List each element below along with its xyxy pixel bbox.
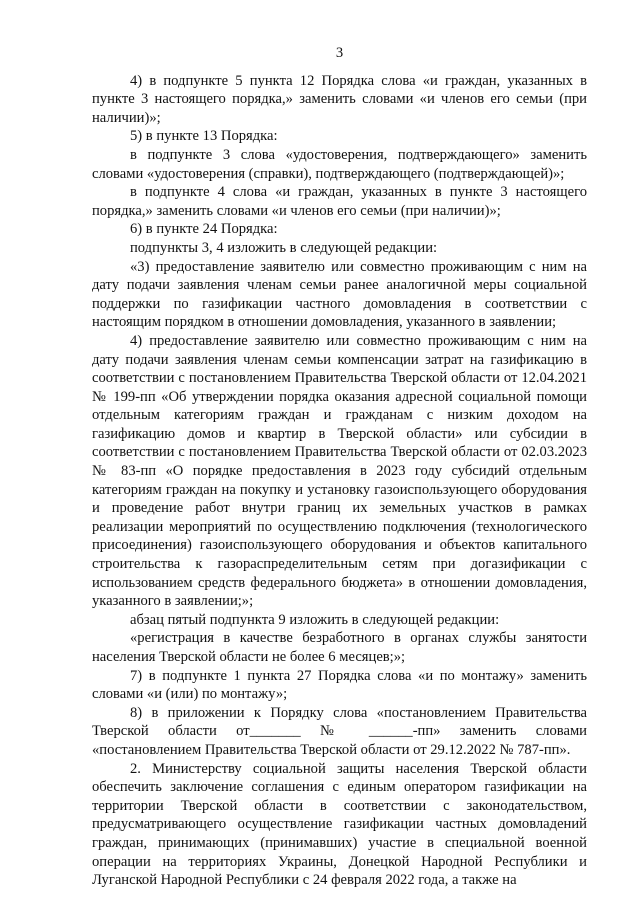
paragraph-item-7: 7) в подпункте 1 пункта 27 Порядка слова «и по монтажу» заменить словами «и (или) по монтажу»;: [92, 667, 587, 703]
document-page: [92, 44, 587, 890]
paragraph-quoted-registration: «регистрация в качестве безработного в органах службы занятости населения Тверской области не более 6 месяцев;»;: [92, 630, 587, 665]
paragraph-fifth-abzac-intro: абзац пятый подпункта 9 изложить в следующей редакции:: [130, 611, 500, 628]
paragraph-subitems-intro: подпункты 3, 4 изложить в следующей редакции:: [130, 239, 438, 256]
page-number: 3: [335, 45, 344, 61]
paragraph-section-2: 2. Министерству социальной защиты населения Тверской области обеспечить заключение соглашения с единым оператором газификации на территории Тверской области в соответствии с законодательством, предусматривающего осуществление газификации частных домовладений граждан, принимающих (принимавших) участие в специальной военной операции на территориях Украины, Донецкой Народной Республики и Луганской Народной Республики с 24 февраля 2022 года, а также на: [92, 760, 587, 889]
paragraph-item-5: 5) в пункте 13 Порядка:: [130, 128, 278, 145]
paragraph-item-4: 4) в подпункте 5 пункта 12 Порядка слова «и граждан, указанных в пункте 3 настоящего порядка,» заменить словами «и членов его семьи (при наличии)»;: [92, 72, 587, 126]
paragraph-quoted-subitem-3: «3) предоставление заявителю или совместно проживающим с ним на дату подачи заявления членам семьи ранее аналогичной меры социальной поддержки по газификации частного домовладения в соответствии с настоящим порядком в отношении домовладения, указанного в заявлении;: [92, 258, 587, 331]
paragraph-item-6: 6) в пункте 24 Порядка:: [130, 221, 278, 238]
paragraph-item-8: 8) в приложении к Порядку слова «постановлением Правительства Тверской области от_______ № ______-пп» заменить словами «постановлением Правительства Тверской области от 29.12.2022 № 787-пп».: [92, 704, 587, 758]
paragraph-subitem-4: в подпункте 4 слова «и граждан, указанных в пункте 3 настоящего порядка,» заменить словами «и членов его семьи (при наличии)»;: [92, 184, 587, 219]
paragraph-quoted-subitem-4: 4) предоставление заявителю или совместно проживающим с ним на дату подачи заявления членам семьи компенсации затрат на газификацию в соответствии с постановлением Правительства Тверской области от 12.04.2021 № 199-пп «Об утверждении порядка оказания адресной социальной помощи отдельным категориям граждан и гражданам с низким доходом на газификацию домов и квартир в Тверской области» или субсидии в соответствии с постановлением Правительства Тверской области от 02.03.2023 № 83-пп «О порядке предоставления в 2023 году субсидий отдельным категориям граждан на покупку и установку газоиспользующего оборудования и проведение работ внутри границ их земельных участков в рамках реализации мероприятий по осуществлению подключения (технологического присоединения) газоиспользующего оборудования и объектов капитального строительства к газораспределительным сетям при догазификации с использованием средств федерального бюджета» в отношении домовладения, указанного в заявлении;»;: [92, 332, 587, 610]
paragraph-subitem-3: в подпункте 3 слова «удостоверения, подтверждающего» заменить словами «удостоверения (справки), подтверждающего (подтверждающей)»;: [92, 146, 587, 182]
